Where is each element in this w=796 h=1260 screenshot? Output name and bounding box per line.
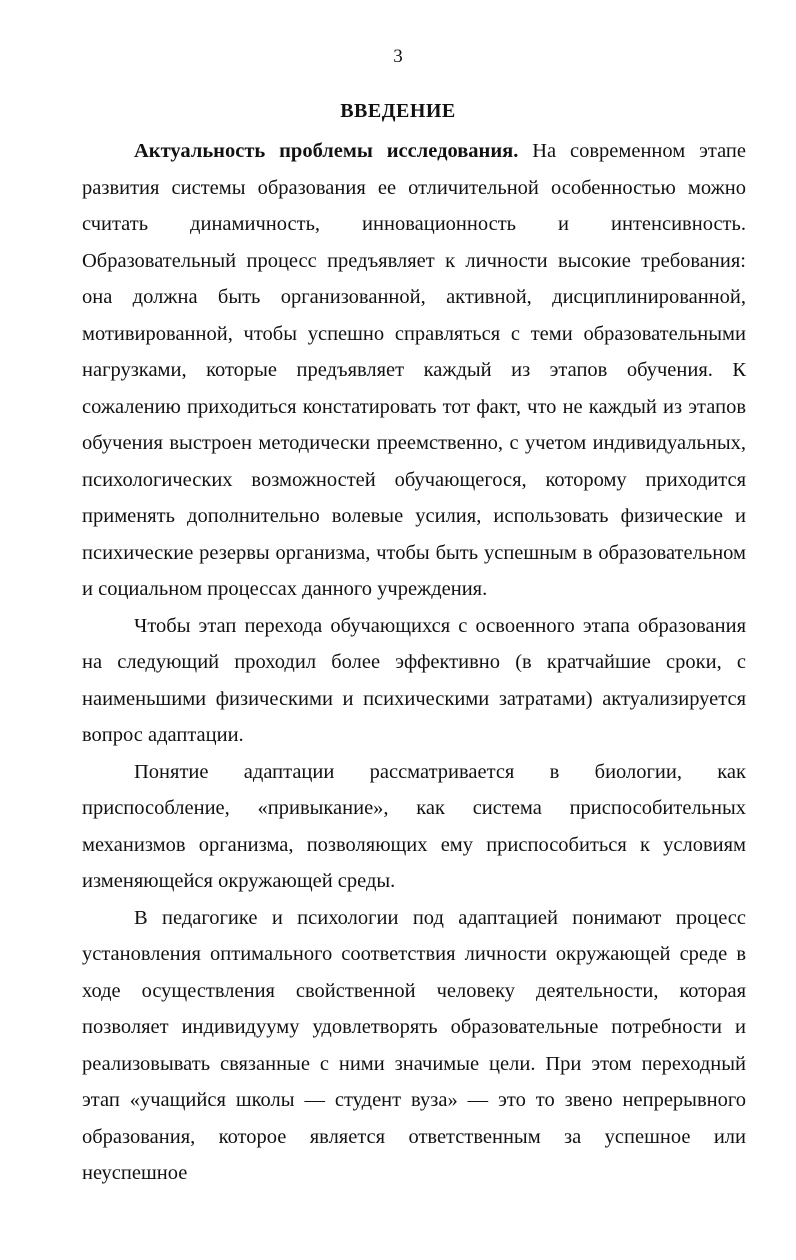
page-number: 3 <box>393 46 403 67</box>
paragraph-adaptation-pedagogy: В педагогике и психологии под адаптацией понимают процесс установления оптимального соответствия личности окружающей среде в ходе осуществления свойственной человеку деятельности, которая позволяет индивидууму удовлетворять образовательные потребности и реализовывать связанные с ними значимые цели. При этом переходный этап «учащийся школы — студент вуза» — это то звено непрерывного образования, которое является ответственным за успешное или неуспешное <box>82 906 746 1184</box>
paragraph-lead: Актуальность проблемы исследования. <box>134 140 519 162</box>
paragraph-text: На современном этапе развития системы образования ее отличительной особенностью можно считать динамичность, инновационность и интенсивность. Образовательный процесс предъявляет к личности высокие требования: она должна быть организованной, активной, дисциплинированной, мотивированной, чтобы успешно справляться с теми образовательными нагрузками, которые предъявляет каждый из этапов обучения. К сожалению приходиться констатировать тот факт, что не каждый из этапов обучения выстроен методически преемственно, с учетом индивидуальных, психологических возможностей обучающегося, которому приходится применять дополнительно волевые усилия, использовать физические и психические резервы организма, чтобы быть успешным в образовательном и социальном процессах данного учреждения. <box>82 140 746 600</box>
paragraph-transition: Чтобы этап перехода обучающихся с освоенного этапа образования на следующий проходил более эффективно (в кратчайшие сроки, с наименьшими физическими и психическими затратами) актуализируется вопрос адаптации. <box>82 614 746 746</box>
paragraph-relevance <box>82 133 746 608</box>
paragraph-adaptation-biology: Понятие адаптации рассматривается в биологии, как приспособление, «привыкание», как система приспособительных механизмов организма, позволяющих ему приспособиться к условиям изменяющейся окружающей среды. <box>82 760 746 892</box>
section-heading: ВВЕДЕНИЕ <box>340 100 456 122</box>
document-body <box>82 133 746 1192</box>
